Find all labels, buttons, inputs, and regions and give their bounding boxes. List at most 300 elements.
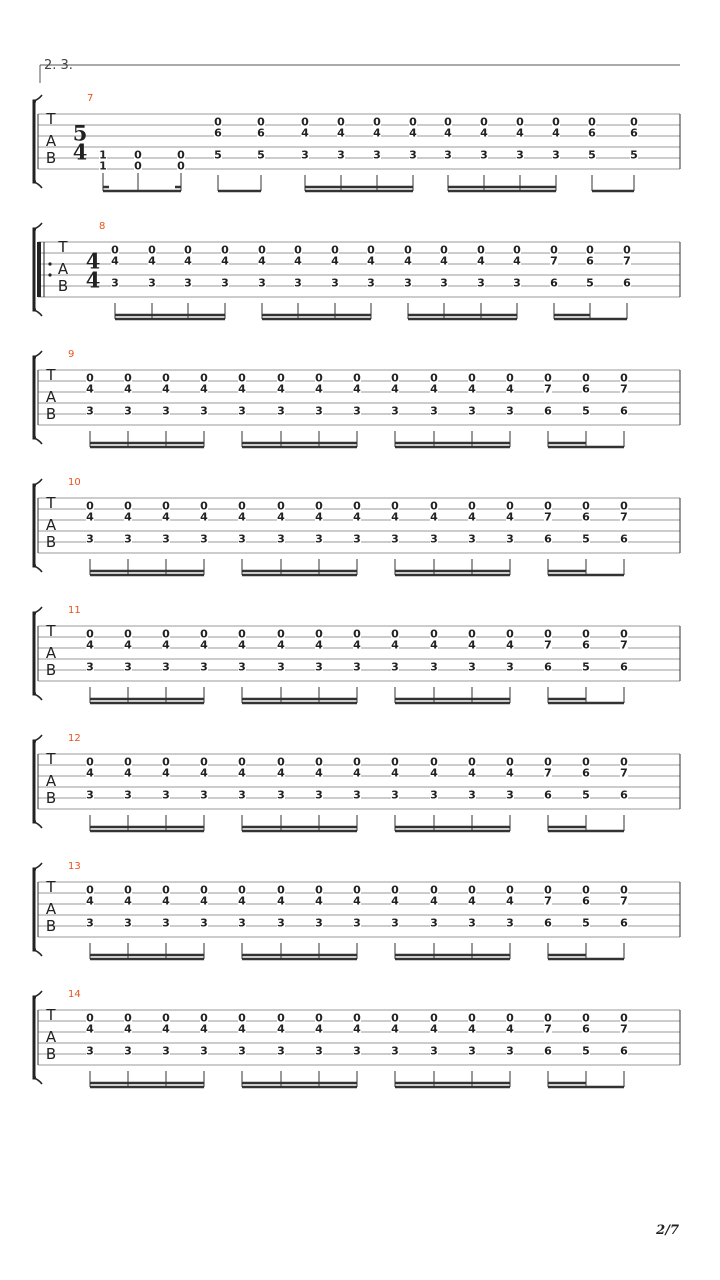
- fret-number: 0: [506, 627, 514, 641]
- fret-number: 0: [315, 883, 323, 897]
- fret-number: 0: [86, 755, 94, 769]
- fret-number: 3: [86, 1044, 94, 1058]
- fret-number: 5: [582, 788, 590, 802]
- fret-number: 0: [620, 755, 628, 769]
- fret-number: 6: [544, 788, 552, 802]
- fret-number: 3: [162, 660, 170, 674]
- fret-number: 3: [86, 532, 94, 546]
- tab-clef-letter: B: [45, 661, 57, 679]
- fret-number: 0: [200, 755, 208, 769]
- fret-number: 3: [353, 788, 361, 802]
- fret-number: 4: [124, 382, 132, 396]
- fret-number: 7: [620, 766, 628, 780]
- fret-number: 0: [277, 499, 285, 513]
- fret-number: 3: [506, 660, 514, 674]
- measure-number: 10: [68, 477, 81, 488]
- fret-number: 0: [315, 1011, 323, 1025]
- fret-number: 0: [544, 755, 552, 769]
- fret-number: 3: [86, 788, 94, 802]
- fret-number: 4: [277, 894, 285, 908]
- fret-number: 0: [124, 1011, 132, 1025]
- tab-clef-letter: T: [46, 494, 56, 512]
- fret-number: 3: [391, 788, 399, 802]
- fret-number: 3: [468, 660, 476, 674]
- time-signature-denominator: 4: [72, 139, 88, 165]
- tab-clef-letter: T: [46, 366, 56, 384]
- measure-number: 7: [87, 93, 94, 104]
- tab-clef-letter: A: [45, 1028, 57, 1046]
- fret-number: 5: [582, 660, 590, 674]
- fret-number: 3: [124, 660, 132, 674]
- fret-number: 4: [86, 766, 94, 780]
- tab-clef-letter: B: [45, 917, 57, 935]
- system-bracket-bottom: [34, 694, 42, 700]
- fret-number: 3: [162, 916, 170, 930]
- fret-number: 4: [444, 126, 452, 140]
- fret-number: 3: [353, 532, 361, 546]
- fret-number: 4: [111, 254, 119, 268]
- fret-number: 4: [506, 766, 514, 780]
- fret-number: 3: [315, 660, 323, 674]
- fret-number: 6: [582, 638, 590, 652]
- fret-number: 3: [391, 404, 399, 418]
- fret-number: 4: [353, 766, 361, 780]
- fret-number: 0: [162, 627, 170, 641]
- fret-number: 3: [124, 532, 132, 546]
- fret-number: 4: [86, 894, 94, 908]
- tab-clef-letter: A: [45, 644, 57, 662]
- fret-number: 4: [468, 766, 476, 780]
- fret-number: 4: [409, 126, 417, 140]
- fret-number: 4: [294, 254, 302, 268]
- fret-number: 0: [238, 371, 246, 385]
- fret-number: 4: [315, 638, 323, 652]
- fret-number: 3: [430, 916, 438, 930]
- fret-number: 3: [277, 404, 285, 418]
- fret-number: 4: [353, 1022, 361, 1036]
- fret-number: 3: [506, 532, 514, 546]
- fret-number: 0: [468, 371, 476, 385]
- fret-number: 4: [440, 254, 448, 268]
- fret-number: 3: [162, 532, 170, 546]
- fret-number: 6: [544, 660, 552, 674]
- system-bracket-top: [34, 95, 42, 101]
- fret-number: 0: [506, 755, 514, 769]
- fret-number: 7: [550, 254, 558, 268]
- fret-number: 4: [301, 126, 309, 140]
- fret-number: 4: [200, 1022, 208, 1036]
- fret-number: 4: [221, 254, 229, 268]
- fret-number: 0: [277, 883, 285, 897]
- system-bracket: [34, 613, 36, 694]
- fret-number: 0: [620, 627, 628, 641]
- fret-number: 6: [623, 276, 631, 290]
- fret-number: 4: [200, 894, 208, 908]
- fret-number: 4: [353, 894, 361, 908]
- tab-clef-letter: T: [46, 750, 56, 768]
- fret-number: 3: [148, 276, 156, 290]
- fret-number: 0: [582, 371, 590, 385]
- fret-number: 3: [277, 660, 285, 674]
- fret-number: 3: [200, 1044, 208, 1058]
- system-bracket-top: [34, 479, 42, 485]
- fret-number: 5: [582, 404, 590, 418]
- fret-number: 4: [477, 254, 485, 268]
- fret-number: 1: [99, 148, 107, 162]
- system-bracket: [34, 485, 36, 566]
- fret-number: 7: [620, 894, 628, 908]
- fret-number: 3: [86, 404, 94, 418]
- fret-number: 4: [391, 638, 399, 652]
- fret-number: 0: [148, 243, 156, 257]
- fret-number: 6: [620, 532, 628, 546]
- fret-number: 4: [506, 894, 514, 908]
- fret-number: 6: [620, 788, 628, 802]
- fret-number: 3: [391, 1044, 399, 1058]
- fret-number: 4: [277, 1022, 285, 1036]
- fret-number: 3: [468, 532, 476, 546]
- fret-number: 4: [200, 510, 208, 524]
- fret-number: 3: [516, 148, 524, 162]
- time-signature-denominator: 4: [85, 267, 101, 293]
- fret-number: 5: [588, 148, 596, 162]
- fret-number: 6: [588, 126, 596, 140]
- fret-number: 4: [86, 1022, 94, 1036]
- time-signature-numerator: 4: [85, 248, 101, 274]
- fret-number: 3: [513, 276, 521, 290]
- fret-number: 0: [315, 755, 323, 769]
- fret-number: 0: [221, 243, 229, 257]
- fret-number: 0: [552, 115, 560, 129]
- fret-number: 0: [315, 371, 323, 385]
- fret-number: 4: [124, 894, 132, 908]
- fret-number: 4: [162, 1022, 170, 1036]
- fret-number: 3: [430, 532, 438, 546]
- fret-number: 0: [238, 627, 246, 641]
- fret-number: 3: [353, 916, 361, 930]
- page-number: 2/7: [656, 1223, 679, 1238]
- fret-number: 0: [315, 499, 323, 513]
- fret-number: 4: [404, 254, 412, 268]
- fret-number: 4: [468, 1022, 476, 1036]
- fret-number: 0: [620, 371, 628, 385]
- fret-number: 0: [409, 115, 417, 129]
- fret-number: 0: [430, 1011, 438, 1025]
- fret-number: 4: [468, 510, 476, 524]
- fret-number: 0: [506, 883, 514, 897]
- fret-number: 0: [430, 499, 438, 513]
- fret-number: 3: [258, 276, 266, 290]
- fret-number: 4: [468, 894, 476, 908]
- fret-number: 4: [124, 766, 132, 780]
- fret-number: 3: [277, 532, 285, 546]
- fret-number: 3: [468, 916, 476, 930]
- fret-number: 7: [620, 382, 628, 396]
- tab-clef-letter: B: [57, 277, 69, 295]
- fret-number: 4: [200, 382, 208, 396]
- fret-number: 3: [315, 916, 323, 930]
- fret-number: 4: [124, 1022, 132, 1036]
- fret-number: 0: [391, 1011, 399, 1025]
- fret-number: 0: [353, 1011, 361, 1025]
- fret-number: 4: [430, 510, 438, 524]
- fret-number: 0: [391, 627, 399, 641]
- fret-number: 4: [277, 382, 285, 396]
- fret-number: 0: [124, 371, 132, 385]
- fret-number: 3: [353, 404, 361, 418]
- fret-number: 0: [238, 755, 246, 769]
- fret-number: 3: [111, 276, 119, 290]
- fret-number: 4: [258, 254, 266, 268]
- fret-number: 0: [430, 755, 438, 769]
- fret-number: 7: [544, 766, 552, 780]
- fret-number: 0: [134, 148, 142, 162]
- fret-number: 3: [404, 276, 412, 290]
- time-signature-numerator: 5: [72, 120, 88, 146]
- fret-number: 3: [430, 788, 438, 802]
- fret-number: 3: [124, 1044, 132, 1058]
- fret-number: 3: [468, 1044, 476, 1058]
- fret-number: 3: [86, 660, 94, 674]
- fret-number: 7: [544, 510, 552, 524]
- fret-number: 0: [238, 499, 246, 513]
- fret-number: 3: [86, 916, 94, 930]
- fret-number: 0: [544, 499, 552, 513]
- fret-number: 4: [200, 638, 208, 652]
- fret-number: 6: [257, 126, 265, 140]
- fret-number: 3: [353, 1044, 361, 1058]
- fret-number: 4: [516, 126, 524, 140]
- fret-number: 0: [582, 883, 590, 897]
- fret-number: 7: [623, 254, 631, 268]
- fret-number: 1: [99, 159, 107, 173]
- measure-number: 11: [68, 605, 81, 616]
- system-bracket-top: [34, 223, 42, 229]
- fret-number: 3: [277, 788, 285, 802]
- fret-number: 7: [620, 638, 628, 652]
- fret-number: 0: [162, 371, 170, 385]
- fret-number: 0: [544, 627, 552, 641]
- repeat-thick-bar: [37, 242, 41, 297]
- tab-clef-letter: B: [45, 1045, 57, 1063]
- fret-number: 3: [238, 532, 246, 546]
- fret-number: 5: [582, 1044, 590, 1058]
- fret-number: 4: [506, 382, 514, 396]
- fret-number: 0: [277, 1011, 285, 1025]
- tab-clef-letter: T: [46, 622, 56, 640]
- fret-number: 0: [620, 499, 628, 513]
- fret-number: 3: [480, 148, 488, 162]
- fret-number: 4: [506, 638, 514, 652]
- system-bracket: [34, 741, 36, 822]
- fret-number: 0: [404, 243, 412, 257]
- fret-number: 4: [124, 638, 132, 652]
- tab-system: [34, 93, 680, 191]
- tab-clef-letter: A: [45, 772, 57, 790]
- tab-clef-letter: B: [45, 533, 57, 551]
- fret-number: 7: [544, 382, 552, 396]
- fret-number: 0: [430, 883, 438, 897]
- fret-number: 4: [315, 382, 323, 396]
- fret-number: 0: [544, 1011, 552, 1025]
- system-bracket-bottom: [34, 822, 42, 828]
- fret-number: 0: [506, 371, 514, 385]
- fret-number: 3: [315, 532, 323, 546]
- fret-number: 0: [630, 115, 638, 129]
- fret-number: 0: [391, 755, 399, 769]
- fret-number: 3: [430, 660, 438, 674]
- repeat-dot: [48, 273, 51, 276]
- fret-number: 4: [513, 254, 521, 268]
- fret-number: 0: [353, 627, 361, 641]
- measure-number: 8: [99, 221, 106, 232]
- fret-number: 0: [550, 243, 558, 257]
- fret-number: 3: [506, 788, 514, 802]
- fret-number: 4: [238, 894, 246, 908]
- fret-number: 0: [277, 371, 285, 385]
- fret-number: 4: [315, 510, 323, 524]
- measure-number: 9: [68, 349, 75, 360]
- fret-number: 4: [331, 254, 339, 268]
- fret-number: 0: [367, 243, 375, 257]
- fret-number: 0: [277, 627, 285, 641]
- tab-system: [34, 349, 680, 447]
- fret-number: 0: [586, 243, 594, 257]
- fret-number: 0: [277, 755, 285, 769]
- fret-number: 0: [468, 627, 476, 641]
- fret-number: 0: [582, 499, 590, 513]
- fret-number: 0: [86, 883, 94, 897]
- system-bracket-bottom: [34, 182, 42, 188]
- fret-number: 4: [162, 382, 170, 396]
- fret-number: 0: [620, 883, 628, 897]
- fret-number: 0: [331, 243, 339, 257]
- fret-number: 4: [480, 126, 488, 140]
- fret-number: 6: [582, 1022, 590, 1036]
- fret-number: 4: [353, 382, 361, 396]
- fret-number: 3: [162, 404, 170, 418]
- fret-number: 3: [238, 660, 246, 674]
- fret-number: 0: [353, 499, 361, 513]
- fret-number: 4: [367, 254, 375, 268]
- fret-number: 0: [582, 627, 590, 641]
- fret-number: 0: [86, 627, 94, 641]
- tab-clef-letter: B: [45, 149, 57, 167]
- fret-number: 4: [238, 638, 246, 652]
- fret-number: 0: [200, 627, 208, 641]
- fret-number: 4: [468, 382, 476, 396]
- fret-number: 0: [506, 1011, 514, 1025]
- fret-number: 4: [552, 126, 560, 140]
- fret-number: 0: [544, 883, 552, 897]
- fret-number: 4: [200, 766, 208, 780]
- fret-number: 0: [162, 1011, 170, 1025]
- fret-number: 3: [277, 1044, 285, 1058]
- fret-number: 0: [124, 499, 132, 513]
- fret-number: 4: [506, 1022, 514, 1036]
- tab-system: [34, 221, 680, 319]
- fret-number: 3: [331, 276, 339, 290]
- fret-number: 7: [544, 638, 552, 652]
- fret-number: 4: [277, 510, 285, 524]
- fret-number: 6: [550, 276, 558, 290]
- system-bracket: [34, 101, 36, 182]
- fret-number: 4: [124, 510, 132, 524]
- fret-number: 4: [391, 894, 399, 908]
- tab-system: [34, 861, 680, 959]
- repeat-dot: [48, 262, 51, 265]
- fret-number: 0: [468, 883, 476, 897]
- fret-number: 0: [391, 499, 399, 513]
- fret-number: 4: [391, 1022, 399, 1036]
- fret-number: 6: [544, 1044, 552, 1058]
- fret-number: 0: [620, 1011, 628, 1025]
- fret-number: 0: [623, 243, 631, 257]
- fret-number: 0: [468, 1011, 476, 1025]
- fret-number: 3: [506, 1044, 514, 1058]
- volta-label: 2. 3.: [44, 58, 73, 73]
- fret-number: 0: [238, 1011, 246, 1025]
- fret-number: 0: [214, 115, 222, 129]
- fret-number: 5: [582, 916, 590, 930]
- tab-system: [34, 605, 680, 703]
- tab-clef-letter: T: [46, 110, 56, 128]
- fret-number: 3: [124, 404, 132, 418]
- fret-number: 3: [430, 404, 438, 418]
- fret-number: 4: [238, 1022, 246, 1036]
- fret-number: 0: [588, 115, 596, 129]
- measure-number: 14: [68, 989, 81, 1000]
- system-bracket-bottom: [34, 950, 42, 956]
- fret-number: 4: [277, 766, 285, 780]
- fret-number: 0: [177, 148, 185, 162]
- fret-number: 3: [468, 788, 476, 802]
- tab-clef-letter: A: [45, 900, 57, 918]
- fret-number: 4: [238, 766, 246, 780]
- fret-number: 3: [162, 1044, 170, 1058]
- fret-number: 0: [238, 883, 246, 897]
- fret-number: 3: [391, 660, 399, 674]
- fret-number: 3: [124, 916, 132, 930]
- fret-number: 0: [315, 627, 323, 641]
- fret-number: 0: [468, 499, 476, 513]
- system-bracket-bottom: [34, 310, 42, 316]
- tab-clef-letter: T: [58, 238, 68, 256]
- fret-number: 3: [238, 916, 246, 930]
- tab-clef-letter: T: [46, 878, 56, 896]
- fret-number: 4: [277, 638, 285, 652]
- fret-number: 6: [630, 126, 638, 140]
- fret-number: 7: [544, 1022, 552, 1036]
- tab-clef-letter: B: [45, 789, 57, 807]
- tab-clef-letter: B: [45, 405, 57, 423]
- fret-number: 0: [391, 883, 399, 897]
- fret-number: 0: [200, 883, 208, 897]
- fret-number: 4: [162, 894, 170, 908]
- fret-number: 0: [513, 243, 521, 257]
- fret-number: 3: [301, 148, 309, 162]
- fret-number: 0: [477, 243, 485, 257]
- fret-number: 4: [430, 382, 438, 396]
- fret-number: 0: [258, 243, 266, 257]
- fret-number: 0: [162, 883, 170, 897]
- fret-number: 3: [477, 276, 485, 290]
- tab-clef-letter: A: [45, 388, 57, 406]
- fret-number: 7: [544, 894, 552, 908]
- fret-number: 6: [620, 660, 628, 674]
- fret-number: 3: [200, 404, 208, 418]
- fret-number: 0: [582, 755, 590, 769]
